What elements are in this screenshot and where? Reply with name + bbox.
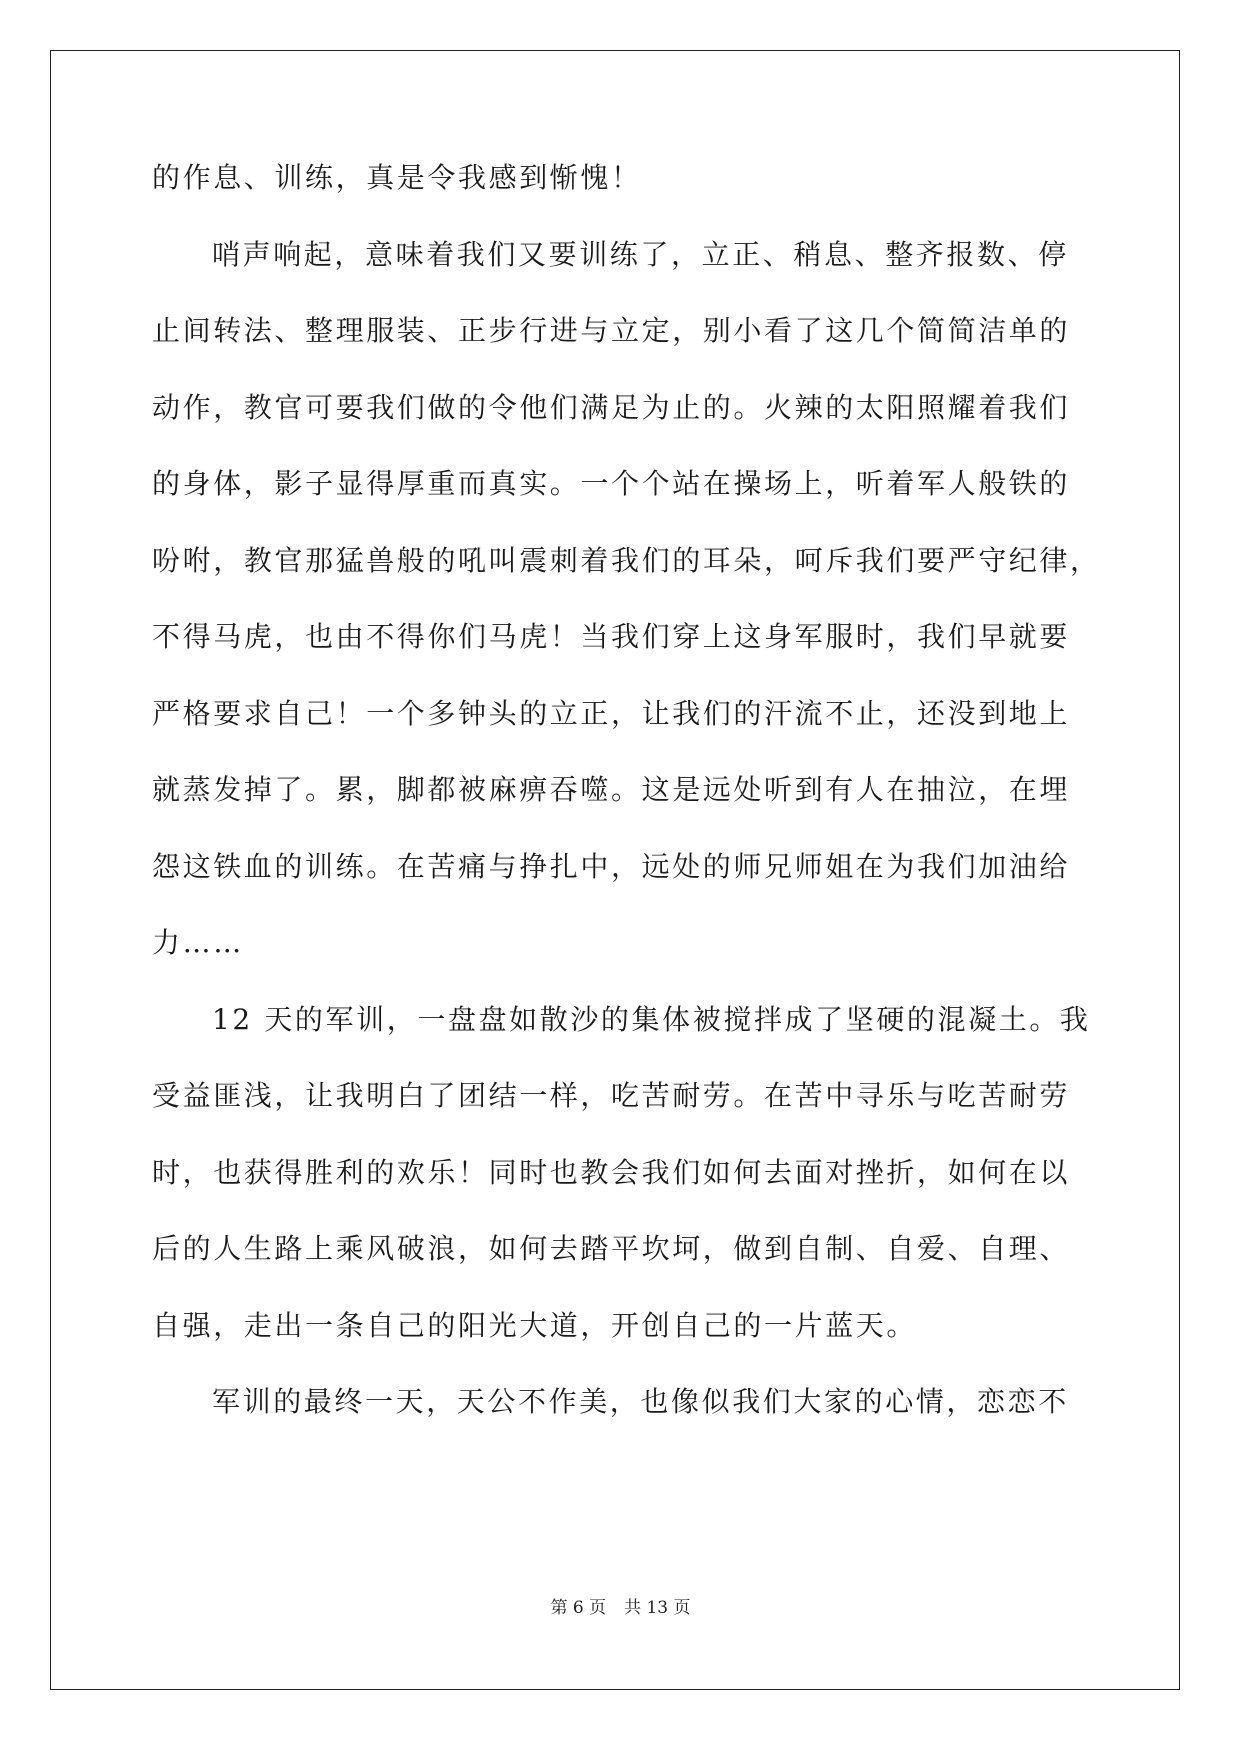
text-line: 军训的最终一天，天公不作美，也像似我们大家的心情，恋恋不	[212, 1385, 1069, 1418]
text-line: 的身体，影子显得厚重而真实。一个个站在操场上，听着军人般铁的	[152, 467, 1071, 500]
text-line: 的作息、训练，真是令我感到惭愧！	[152, 161, 642, 194]
text-line: 就蒸发掉了。累，脚都被麻痹吞噬。这是远处听到有人在抽泣，在埋	[152, 773, 1071, 806]
text-line: 哨声响起，意味着我们又要训练了，立正、稍息、整齐报数、停	[212, 237, 1069, 271]
page-footer	[0, 1596, 1241, 1620]
text-line: 时，也获得胜利的欢乐！同时也教会我们如何去面对挫折，如何在以	[152, 1155, 1071, 1189]
text-line: 怨这铁血的训练。在苦痛与挣扎中，远处的师兄师姐在为我们加油给	[152, 849, 1071, 883]
text-line: 动作，教官可要我们做的令他们满足为止的。火辣的太阳照耀着我们	[152, 390, 1071, 424]
text-line: 不得马虎，也由不得你们马虎！当我们穿上这身军服时，我们早就要	[152, 620, 1071, 653]
text-line: 自强，走出一条自己的阳光大道，开创自己的一片蓝天。	[152, 1308, 918, 1342]
text-line: 12 天的军训，一盘盘如散沙的集体被搅拌成了坚硬的混凝土。我	[212, 1002, 1091, 1036]
text-line: 后的人生路上乘风破浪，如何去踏平坎坷，做到自制、自爱、自理、	[152, 1232, 1071, 1265]
text-line: 力……	[152, 926, 244, 959]
text-line: 止间转法、整理服装、正步行进与立定，别小看了这几个简简洁单的	[152, 314, 1071, 347]
text-line: 严格要求自己！一个多钟头的立正，让我们的汗流不止，还没到地上	[152, 696, 1071, 730]
text-line: 吩咐，教官那猛兽般的吼叫震刺着我们的耳朵，呵斥我们要严守纪律，	[152, 543, 1101, 577]
text-line: 受益匪浅，让我明白了团结一样，吃苦耐劳。在苦中寻乐与吃苦耐劳	[152, 1079, 1071, 1112]
page-number: 第 6 页	[550, 1598, 607, 1618]
document-body	[152, 140, 1101, 1441]
page-total: 共 13 页	[624, 1598, 691, 1618]
